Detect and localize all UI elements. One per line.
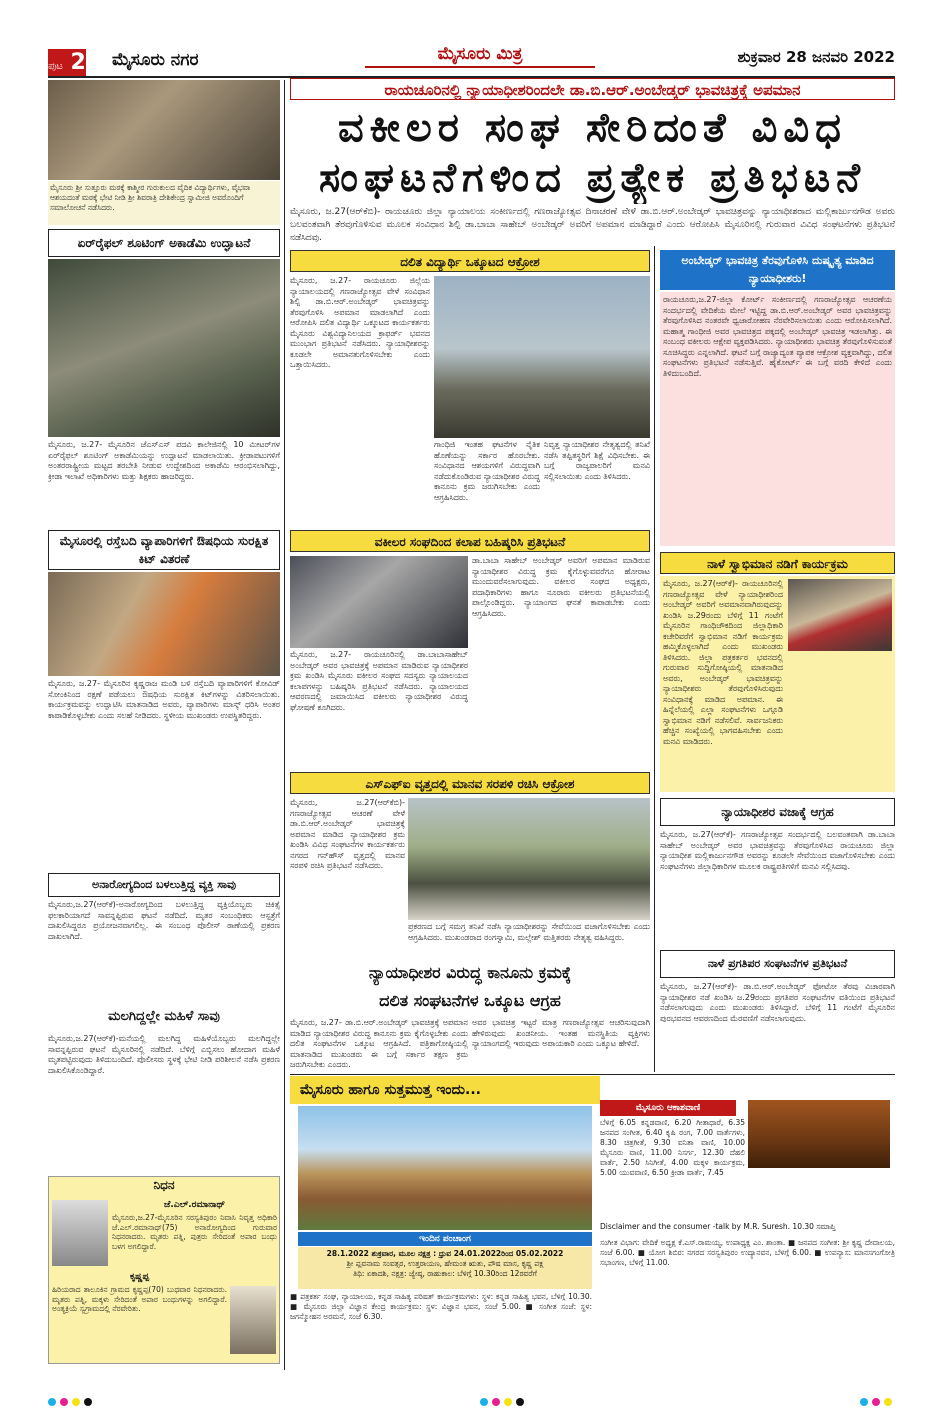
akashavani-headline: ಮೈಸೂರು ಆಕಾಶವಾಣಿ	[600, 1100, 736, 1116]
panchanga-box	[298, 1247, 592, 1289]
lawyers-text: ಮೈಸೂರು, ಜ.27- ರಾಯಚೂರಿನಲ್ಲಿ ಡಾ.ಬಾಬಾಸಾಹೇಬ್ ಅಂಬೇಡ್ಕರ್ ಅವರ ಭಾವಚಿತ್ರಕ್ಕೆ ಅಪಮಾನ ಮಾಡಿರುವ ನ್ಯಾಯಾಧೀಶರ ಕ್ರಮ ಖಂಡಿಸಿ ಮೈಸೂರು ವಕೀಲರ ಸಂಘದ ಸದಸ್ಯರು ನ್ಯಾಯಾಲಯದ ಕಲಾಪಗಳನ್ನು ಬಹಿಷ್ಕರಿಸಿ ಪ್ರತಿಭಟನೆ ನಡೆಸಿದರು. ನ್ಯಾಯಾಲಯದ ಆವರಣದಲ್ಲಿ ಜಮಾಯಿಸಿದ ವಕೀಲರು ನ್ಯಾಯಾಧೀಶರ ವಿರುದ್ಧ ಘೋಷಣೆ ಕೂಗಿದರು.	[290, 650, 468, 712]
lead-kicker: ರಾಯಚೂರಿನಲ್ಲಿ ನ್ಯಾಯಾಧೀಶರಿಂದಲೇ ಡಾ.ಬಿ.ಆರ್.ಅಂಬೇಡ್ಕರ್ ಭಾವಚಿತ್ರಕ್ಕೆ ಅಪಮಾನ	[290, 78, 895, 100]
print-dot-cyan	[480, 1398, 488, 1406]
page-number-badge	[48, 49, 86, 76]
obit1-text: ಮೈಸೂರು,ಜ.27-ಮೈಸೂರಿನ ಸರಸ್ವತಿಪುರಂ ನಿವಾಸಿ ನಿವೃತ್ತ ಅಧಿಕಾರಿ ಜೆ.ಎಲ್.ರಮಾನಾಥ್(75) ಅನಾರೋಗ್ಯದಿಂದ ಗುರುವಾರ ನಿಧನರಾದರು. ಮೃತರು ಪತ್ನಿ, ಪುತ್ರರು ಸೇರಿದಂತೆ ಅಪಾರ ಬಂಧು ಬಳಗ ಅಗಲಿದ್ದಾರೆ.	[112, 1213, 277, 1251]
print-dot-black	[516, 1398, 524, 1406]
judge-text: ರಾಯಚೂರು,ಜ.27-ಜಿಲ್ಲಾ ಕೋರ್ಟ್ ಸಂಕೀರ್ಣದಲ್ಲಿ ಗಣರಾಜ್ಯೋತ್ಸವ ಆಚರಣೆಯ ಸಂದರ್ಭದಲ್ಲಿ ವೇದಿಕೆಯ ಮೇಲೆ ಇಟ್ಟಿದ್ದ ಡಾ.ಬಿ.ಆರ್.ಅಂಬೇಡ್ಕರ್ ಅವರ ಭಾವಚಿತ್ರವನ್ನು ತೆರವುಗೊಳಿಸಿದ ನಂತರವೇ ಧ್ವಜಾರೋಹಣ ನೆರವೇರಿಸಲಾಯಿತು ಎಂದು ಆರೋಪಿಸಲಾಗಿದೆ. ಮಹಾತ್ಮ ಗಾಂಧೀಜಿ ಅವರ ಭಾವಚಿತ್ರದ ಪಕ್ಕದಲ್ಲಿ ಅಂಬೇಡ್ಕರ್ ಭಾವಚಿತ್ರ ಇಡಲಾಗಿತ್ತು. ಈ ಸಂಬಂಧ ವಕೀಲರು ಆಕ್ಷೇಪ ವ್ಯಕ್ತಪಡಿಸಿದರು. ನ್ಯಾಯಾಧೀಶರು ಭಾವಚಿತ್ರ ತೆರವುಗೊಳಿಸುವಂತೆ ಸೂಚಿಸಿದ್ದರು ಎನ್ನಲಾಗಿದೆ. ಘಟನೆ ಬಗ್ಗೆ ರಾಜ್ಯಾದ್ಯಂತ ವ್ಯಾಪಕ ಆಕ್ರೋಶ ವ್ಯಕ್ತವಾಗಿದ್ದು, ದಲಿತ ಸಂಘಟನೆಗಳು ಪ್ರತಿಭಟನೆ ನಡೆಸುತ್ತಿವೆ. ಹೈಕೋರ್ಟ್ ಈ ಬಗ್ಗೆ ವರದಿ ಕೇಳಿದೆ ಎಂದು ತಿಳಿದುಬಂದಿದೆ.	[663, 295, 892, 378]
dismiss-headline: ನ್ಯಾಯಾಧೀಶರ ವಜಾಕ್ಕೆ ಆಗ್ರಹ	[660, 798, 895, 826]
dalit-student-headline: ದಲಿತ ವಿದ್ಯಾರ್ಥಿ ಒಕ್ಕೂಟದ ಆಕ್ರೋಶ	[290, 250, 650, 272]
swabhimana-text: ಮೈಸೂರು, ಜ.27(ಆರ್‌ಕೆ)- ರಾಯಚೂರಿನಲ್ಲಿ ಗಣರಾಜ್ಯೋತ್ಸವ ವೇಳೆ ನ್ಯಾಯಾಧೀಶರಿಂದ ಅಂಬೇಡ್ಕರ್ ಅವರಿಗೆ ಅವಮಾನವಾಗಿರುವುದನ್ನು ಖಂಡಿಸಿ ಜ.29ರಂದು ಬೆಳಿಗ್ಗೆ 11 ಗಂಟೆಗೆ ಮೈಸೂರಿನ ಗಾಂಧಿಚೌಕದಿಂದ ಜಿಲ್ಲಾಧಿಕಾರಿ ಕಚೇರಿವರೆಗೆ ಸ್ವಾಭಿಮಾನ ನಡಿಗೆ ಕಾರ್ಯಕ್ರಮ ಹಮ್ಮಿಕೊಳ್ಳಲಾಗಿದೆ ಎಂದು ಮುಖಂಡರು ತಿಳಿಸಿದರು. ಜಿಲ್ಲಾ ಪತ್ರಕರ್ತರ ಭವನದಲ್ಲಿ ಗುರುವಾರ ಸುದ್ದಿಗೋಷ್ಠಿಯಲ್ಲಿ ಮಾತನಾಡಿದ ಅವರು, ಅಂಬೇಡ್ಕರ್ ಭಾವಚಿತ್ರವನ್ನು ನ್ಯಾಯಾಧೀಶರು ತೆರವುಗೊಳಿಸಿರುವುದು ಸಂವಿಧಾನಕ್ಕೆ ಮಾಡಿದ ಅಪಮಾನ. ಈ ಹಿನ್ನೆಲೆಯಲ್ಲಿ ಎಲ್ಲಾ ಸಂಘಟನೆಗಳು ಒಗ್ಗೂಡಿ ಸ್ವಾಭಿಮಾನ ನಡಿಗೆ ನಡೆಸಲಿವೆ. ಸಾರ್ವಜನಿಕರು ಹೆಚ್ಚಿನ ಸಂಖ್ಯೆಯಲ್ಲಿ ಭಾಗವಹಿಸಬೇಕು ಎಂದು ಮನವಿ ಮಾಡಿದರು.	[663, 579, 783, 746]
lead-headline-line2: ಸಂಘಟನೆಗಳಿಂದ ಪ್ರತ್ಯೇಕ ಪ್ರತಿಭಟನೆ	[319, 154, 866, 201]
print-dot-cyan	[48, 1398, 56, 1406]
photo-human-chain	[408, 798, 650, 920]
print-dot-cyan	[860, 1398, 868, 1406]
section-name: ಮೈಸೂರು ನಗರ	[112, 50, 199, 70]
photo-swamiji	[48, 80, 280, 180]
human-chain-text: ಮೈಸೂರು, ಜ.27(ಆರ್‌ಕೆಬಿ)- ಗಣರಾಜ್ಯೋತ್ಸವ ಆಚರಣೆ ವೇಳೆ ಡಾ.ಬಿ.ಆರ್.ಅಂಬೇಡ್ಕರ್ ಭಾವಚಿತ್ರಕ್ಕೆ ಅಪಮಾನ ಮಾಡಿದ ನ್ಯಾಯಾಧೀಶರ ಕ್ರಮ ಖಂಡಿಸಿ ವಿವಿಧ ಸಂಘಟನೆಗಳ ಕಾರ್ಯಕರ್ತರು ನಗರದ ಗನ್‌ಹೌಸ್ ವೃತ್ತದಲ್ಲಿ ಮಾನವ ಸರಪಳಿ ರಚಿಸಿ ಪ್ರತಿಭಟನೆ ನಡೆಸಿದರು.	[290, 798, 405, 870]
newspaper-brand: ಮೈಸೂರು ಮಿತ್ರ	[365, 44, 595, 68]
radio-icon	[748, 1100, 890, 1168]
human-chain-text2: ಪ್ರಕರಣದ ಬಗ್ಗೆ ಸಮಗ್ರ ತನಿಖೆ ನಡೆಸಿ ನ್ಯಾಯಾಧೀಶರನ್ನು ಸೇವೆಯಿಂದ ವಜಾಗೊಳಿಸಬೇಕು ಎಂದು ಆಗ್ರಹಿಸಿದರು. ಮುಖಂಡರಾದ ರಂಗಸ್ವಾಮಿ, ಮಲ್ಲೇಶ್ ಮತ್ತಿತರರು ನೇತೃತ್ವ ವಹಿಸಿದ್ದರು.	[408, 922, 650, 942]
dalit-unions-headline2: ದಲಿತ ಸಂಘಟನೆಗಳ ಒಕ್ಕೂಟ ಆಗ್ರಹ	[379, 991, 561, 1010]
print-dot-magenta	[492, 1398, 500, 1406]
dalit-student-text2: ಗಾಂಧಿಜಿ ಇಂತಹ ಘಟನೆಗಳ ನೈತಿಕ ಹೊಣೆಯನ್ನು ಸರ್ಕಾರ ಹೊರಬೇಕು. ಸಂವಿಧಾನದ ಆಶಯಗಳಿಗೆ ವಿರುದ್ಧವಾಗಿ ನಡೆದುಕೊಂಡಿರುವ ನ್ಯಾಯಾಧೀಶರ ವಿರುದ್ಧ ಕಾನೂನು ಕ್ರಮ ಜರುಗಿಸಬೇಕು ಎಂದು ಆಗ್ರಹಿಸಿದರು.	[434, 440, 540, 502]
obit1-name: ಜೆ.ಎಲ್.ರಮಾನಾಥ್	[163, 1200, 226, 1210]
obit2-photo	[230, 1286, 276, 1354]
story2-text: ಮೈಸೂರು, ಜ.27- ಮೈಸೂರಿನ ಕೃಷ್ಣರಾಜ ಮಂಡಿ ಬಳಿ ರಸ್ತೆಬದಿ ವ್ಯಾಪಾರಿಗಳಿಗೆ ಕೋವಿಡ್ ಸೋಂಕಿನಿಂದ ರಕ್ಷಣೆ ಪಡೆಯಲು ಔಷಧಿಯ ಸುರಕ್ಷಿತ ಕಿಟ್‌ಗಳನ್ನು ವಿತರಿಸಲಾಯಿತು. ಕಾರ್ಯಕ್ರಮವನ್ನು ಉದ್ಘಾಟಿಸಿ ಮಾತನಾಡಿದ ಅವರು, ವ್ಯಾಪಾರಿಗಳು ಮಾಸ್ಕ್ ಧರಿಸಿ ಅಂತರ ಕಾಪಾಡಿಕೊಳ್ಳಬೇಕು ಎಂದು ಸಲಹೆ ನೀಡಿದರು. ಸ್ಥಳೀಯ ಮುಖಂಡರು ಉಪಸ್ಥಿತರಿದ್ದರು.	[48, 679, 280, 720]
story3-headline: ಅನಾರೋಗ್ಯದಿಂದ ಬಳಲುತ್ತಿದ್ದ ವ್ಯಕ್ತಿ ಸಾವು	[48, 873, 280, 897]
story3-text: ಮೈಸೂರು,ಜ.27(ಆರ್‌ಕೆ)-ಅನಾರೋಗ್ಯದಿಂದ ಬಳಲುತ್ತಿದ್ದ ವ್ಯಕ್ತಿಯೊಬ್ಬರು ಚಿಕಿತ್ಸೆ ಫಲಕಾರಿಯಾಗದೆ ಸಾವನ್ನಪ್ಪಿರುವ ಘಟನೆ ನಡೆದಿದೆ. ಮೃತರ ಸಂಬಂಧಿಕರು ಆಸ್ಪತ್ರೆಗೆ ದಾಖಲಿಸಿದ್ದರೂ ಪ್ರಯೋಜನವಾಗಲಿಲ್ಲ. ಈ ಸಂಬಂಧ ಪೊಲೀಸ್ ಠಾಣೆಯಲ್ಲಿ ಪ್ರಕರಣ ದಾಖಲಾಗಿದೆ.	[48, 900, 280, 941]
page-label: ಪುಟ	[48, 61, 63, 72]
print-dot-yellow	[504, 1398, 512, 1406]
dalit-student-text3: ನಿವೃತ್ತ ನ್ಯಾಯಾಧೀಶರ ನೇತೃತ್ವದಲ್ಲಿ ತನಿಖೆ ನಡೆಸಿ ತಪ್ಪಿತಸ್ಥರಿಗೆ ಶಿಕ್ಷೆ ವಿಧಿಸಬೇಕು. ಈ ಬಗ್ಗೆ ರಾಜ್ಯಪಾಲರಿಗೆ ಮನವಿ ಸಲ್ಲಿಸಲಾಯಿತು ಎಂದು ತಿಳಿಸಿದರು.	[544, 440, 650, 481]
page-number: 2	[70, 50, 86, 75]
story2-headline: ಮೈಸೂರಲ್ಲಿ ರಸ್ತೆಬದಿ ವ್ಯಾಪಾರಿಗಳಿಗೆ ಔಷಧಿಯ ಸುರಕ್ಷಿತ ಕಿಟ್ ವಿತರಣೆ	[48, 530, 280, 570]
akashavani-text: ಬೆಳಿಗ್ಗೆ 6.05 ಕನ್ನಡವಾಣಿ, 6.20 ಗೀತಾಧಾರೆ, 6.35 ಜನಪದ ಸಂಗೀತ, 6.40 ಕೃಷಿ ರಂಗ, 7.00 ವಾರ್ತೆಗಳು, 8.30 ಚಿತ್ರಗೀತೆ, 9.30 ವನಿತಾ ವಾಣಿ, 10.00 ಮೈಸೂರು ವಾಣಿ, 11.00 ನಿಸರ್ಗ, 12.30 ದೆಹಲಿ ವಾರ್ತೆ, 2.50 ಸಿನಿಗೀತೆ, 4.00 ಮಕ್ಕಳ ಕಾರ್ಯಕ್ರಮ, 5.00 ಯುವವಾಣಿ, 6.50 ಕ್ರೀಡಾ ವಾರ್ತೆ, 7.45	[600, 1118, 745, 1177]
print-dot-yellow	[72, 1398, 80, 1406]
photo-ambedkar-statue-protest	[434, 276, 650, 438]
judge-story-box	[660, 292, 895, 546]
story1-text: ಮೈಸೂರು, ಜ.27- ಮೈಸೂರಿನ ಜೆಎಸ್‌ಎಸ್ ಪದವಿ ಕಾಲೇಜಿನಲ್ಲಿ 10 ಮೀಟರ್‌ಗಳ ಏರ್‌ರೈಫಲ್ ಶೂಟಿಂಗ್ ಅಕಾಡೆಮಿಯನ್ನು ಉದ್ಘಾಟನೆ ಮಾಡಲಾಯಿತು. ಕ್ರೀಡಾಪಟುಗಳಿಗೆ ಅಂತರರಾಷ್ಟ್ರೀಯ ಮಟ್ಟದ ತರಬೇತಿ ನೀಡುವ ಉದ್ದೇಶದಿಂದ ಅಕಾಡೆಮಿ ಆರಂಭಿಸಲಾಗಿದ್ದು, ಕ್ರೀಡಾ ಇಲಾಖೆ ಅಧಿಕಾರಿಗಳು ಮತ್ತು ಶಿಕ್ಷಕರು ಹಾಜರಿದ್ದರು.	[48, 440, 280, 481]
swabhimana-headline: ನಾಳೆ ಸ್ವಾಭಿಮಾನ ನಡಿಗೆ ಕಾರ್ಯಕ್ರಮ	[660, 552, 895, 574]
obit2-text: ಹಿರಿಯರಾದ ತಾಲೂಕಿನ ಗ್ರಾಮದ ಕೃಷ್ಣಪ್ಪ(70) ಬುಧವಾರ ನಿಧನರಾದರು. ಮೃತರು ಪತ್ನಿ, ಮಕ್ಕಳು ಸೇರಿದಂತೆ ಅಪಾರ ಬಂಧುಗಳನ್ನು ಅಗಲಿದ್ದಾರೆ. ಅಂತ್ಯಕ್ರಿಯೆ ಸ್ವಗ್ರಾಮದಲ್ಲಿ ನೆರವೇರಿತು.	[52, 1285, 227, 1313]
lead-intro: ಮೈಸೂರು, ಜ.27(ಆರ್‌ಕೆಬಿ)- ರಾಯಚೂರು ಜಿಲ್ಲಾ ನ್ಯಾಯಾಲಯ ಸಂಕೀರ್ಣದಲ್ಲಿ ಗಣರಾಜ್ಯೋತ್ಸವ ದಿನಾಚರಣೆ ವೇಳೆ ಡಾ.ಬಿ.ಆರ್.ಅಂಬೇಡ್ಕರ್ ಭಾವಚಿತ್ರವನ್ನು ನ್ಯಾಯಾಧೀಶರಾದ ಮಲ್ಲಿಕಾರ್ಜುನಗೌಡ ಅವರು ಬಲವಂತವಾಗಿ ತೆರವುಗೊಳಿಸುವ ಮೂಲಕ ಸಂವಿಧಾನ ಶಿಲ್ಪಿ ಡಾ.ಬಾಬಾ ಸಾಹೇಬ್ ಅಂಬೇಡ್ಕರ್ ಅವರಿಗೆ ಅಪಮಾನ ಮಾಡಿದ್ದಾರೆ ಎಂದು ಆರೋಪಿಸಿ ಮೈಸೂರಿನಲ್ಲಿ ಗುರುವಾರ ವಿವಿಧ ಸಂಘಟನೆಗಳು ಪ್ರತಿಭಟನೆ ನಡೆಸಿದವು.	[290, 207, 895, 243]
lead-headline-line1: ವಕೀಲರ ಸಂಘ ಸೇರಿದಂತೆ ವಿವಿಧ	[337, 104, 848, 151]
akashavani-english: Disclaimer and the consumer -talk by M.R. Suresh. 10.30 ಸಮಾಪ್ತಿ	[600, 1222, 836, 1231]
photo-press-meet	[788, 579, 892, 651]
judge-headline: ಅಂಬೇಡ್ಕರ್ ಭಾವಚಿತ್ರ ತೆರವುಗೊಳಿಸಿ ದುಷ್ಕೃತ್ಯ ಮಾಡಿದ ನ್ಯಾಯಾಧೀಶರು!	[660, 250, 895, 290]
panchanga-line2: ಶ್ರೀ ಪ್ಲವನಾಮ ಸಂವತ್ಸರ, ಉತ್ತರಾಯಣ, ಹೇಮಂತ ಋತು, ಪೌಷ ಮಾಸ, ಕೃಷ್ಣ ಪಕ್ಷ	[346, 1259, 544, 1268]
story4-headline: ಮಲಗಿದ್ದಲ್ಲೇ ಮಹಿಳೆ ಸಾವು	[48, 1005, 280, 1031]
human-chain-headline: ಎಸ್‌ಎಫ್‌ಐ ವೃತ್ತದಲ್ಲಿ ಮಾನವ ಸರಪಳಿ ರಚಿಸಿ ಆಕ್ರೋಶ	[290, 772, 650, 794]
story4-text: ಮೈಸೂರು,ಜ.27(ಆರ್‌ಕೆ)-ಮನೆಯಲ್ಲಿ ಮಲಗಿದ್ದ ಮಹಿಳೆಯೊಬ್ಬರು ಮಲಗಿದ್ದಲ್ಲೇ ಸಾವನ್ನಪ್ಪಿರುವ ಘಟನೆ ಮೈಸೂರಿನಲ್ಲಿ ನಡೆದಿದೆ. ಬೆಳಿಗ್ಗೆ ಎಬ್ಬಿಸಲು ಹೋದಾಗ ಮಹಿಳೆ ಮೃತಪಟ್ಟಿರುವುದು ತಿಳಿದುಬಂದಿದೆ. ಪೊಲೀಸರು ಸ್ಥಳಕ್ಕೆ ಭೇಟಿ ನೀಡಿ ಪರಿಶೀಲನೆ ನಡೆಸಿ ಪ್ರಕರಣ ದಾಖಲಿಸಿಕೊಂಡಿದ್ದಾರೆ.	[48, 1034, 280, 1075]
panchanga-line1: 28.1.2022 ಶುಕ್ರವಾರ, ಮೂಲ ನಕ್ಷತ್ರ : ಧ್ರುವ 24.01.2022ರಿಂದ 05.02.2022	[326, 1249, 564, 1258]
dismiss-text: ಮೈಸೂರು, ಜ.27(ಆರ್‌ಕೆ)- ಗಣರಾಜ್ಯೋತ್ಸವ ಸಂದರ್ಭದಲ್ಲಿ ಬಲವಂತವಾಗಿ ಡಾ.ಬಾಬಾ ಸಾಹೇಬ್ ಅಂಬೇಡ್ಕರ್ ಅವರ ಭಾವಚಿತ್ರವನ್ನು ತೆರವುಗೊಳಿಸಿದ ರಾಯಚೂರು ಜಿಲ್ಲಾ ನ್ಯಾಯಾಧೀಶ ಮಲ್ಲಿಕಾರ್ಜುನಗೌಡ ಅವರನ್ನು ಕೂಡಲೇ ಸೇವೆಯಿಂದ ವಜಾಗೊಳಿಸಬೇಕು ಎಂದು ಸಂಘಟನೆಗಳು ಜಿಲ್ಲಾಧಿಕಾರಿಗಳ ಮೂಲಕ ರಾಷ್ಟ್ರಪತಿಗಳಿಗೆ ಮನವಿ ಸಲ್ಲಿಸಿದವು.	[660, 830, 895, 871]
events-text: ■ ಪತ್ರಕರ್ತ ಸಂಘ, ನ್ಯಾಯಾಲಯ, ಕನ್ನಡ ಸಾಹಿತ್ಯ ಪರಿಷತ್ ಕಾರ್ಯಕ್ರಮಗಳು: ಸ್ಥಳ: ಕನ್ನಡ ಸಾಹಿತ್ಯ ಭವನ, ಬೆಳಿಗ್ಗೆ 10.30. ■ ಮೈಸೂರು ಜಿಲ್ಲಾ ವಿಜ್ಞಾನ ಕೇಂದ್ರ ಕಾರ್ಯಕ್ರಮ: ಸ್ಥಳ: ವಿಜ್ಞಾನ ಭವನ, ಸಂಜೆ 5.00. ■ ಸಂಗೀತ ಸಂಜೆ: ಸ್ಥಳ: ಜಗನ್ಮೋಹನ ಅರಮನೆ, ಸಂಜೆ 6.30.	[290, 1292, 592, 1321]
lawyers-text2: ಡಾ.ಬಾಬಾ ಸಾಹೇಬ್ ಅಂಬೇಡ್ಕರ್ ಅವರಿಗೆ ಅಪಮಾನ ಮಾಡಿರುವ ನ್ಯಾಯಾಧೀಶರ ವಿರುದ್ಧ ಕ್ರಮ ಕೈಗೊಳ್ಳುವವರೆಗೂ ಹೋರಾಟ ಮುಂದುವರೆಸಲಾಗುವುದು. ವಕೀಲರ ಸಂಘದ ಅಧ್ಯಕ್ಷರು, ಪದಾಧಿಕಾರಿಗಳು ಹಾಗೂ ನೂರಾರು ವಕೀಲರು ಪ್ರತಿಭಟನೆಯಲ್ಲಿ ಪಾಲ್ಗೊಂಡಿದ್ದರು. ನ್ಯಾಯಾಂಗದ ಘನತೆ ಕಾಪಾಡಬೇಕು ಎಂದು ಆಗ್ರಹಿಸಿದರು.	[472, 556, 650, 618]
print-dot-magenta	[60, 1398, 68, 1406]
obit2-name: ಕೃಷ್ಣಪ್ಪ	[130, 1272, 149, 1282]
radio-note-text: ಸಂಗೀತ ವಿಭಾಗ: ವೇದಿಕೆ ಅಧ್ಯಕ್ಷ ಕೆ.ಎಸ್.ರಾಮಯ್ಯ, ಉಪಾಧ್ಯಕ್ಷ ಎಂ. ಶಾಂತಾ. ■ ಜನಪದ ಸಂಗೀತ: ಶ್ರೀ ಕೃಷ್ಣ ದೇವಾಲಯ, ಸಂಜೆ 6.00. ■ ಯೋಗ ಶಿಬಿರ: ನಗರದ ಸರಸ್ವತಿಪುರಂ ಉದ್ಯಾನವನ, ಬೆಳಿಗ್ಗೆ 6.00. ■ ಉಪನ್ಯಾಸ: ಮಾನಸಗಂಗೋತ್ರಿ ಸಭಾಂಗಣ, ಬೆಳಿಗ್ಗೆ 11.00.	[600, 1238, 895, 1267]
panchanga-line3: ತಿಥಿ: ಏಕಾದಶಿ, ನಕ್ಷತ್ರ: ಜ್ಯೇಷ್ಠ, ರಾಹುಕಾಲ: ಬೆಳಿಗ್ಗೆ 10.30ರಿಂದ 12ರವರೆಗೆ	[353, 1269, 537, 1278]
swabhimana-box	[660, 576, 895, 792]
protest-headline: ನಾಳೆ ಪ್ರಗತಿಪರ ಸಂಘಟನೆಗಳ ಪ್ರತಿಭಟನೆ	[660, 950, 895, 978]
lawyers-headline: ವಕೀಲರ ಸಂಘದಿಂದ ಕಲಾಪ ಬಹಿಷ್ಕರಿಸಿ ಪ್ರತಿಭಟನೆ	[290, 530, 650, 552]
photo-mysore-palace	[298, 1106, 592, 1230]
print-dot-black	[84, 1398, 92, 1406]
protest-text: ಮೈಸೂರು, ಜ.27(ಆರ್‌ಕೆ)- ಡಾ.ಬಿ.ಆರ್.ಅಂಬೇಡ್ಕರ್ ಫೋಟೋ ತೆರವು ವಿಚಾರವಾಗಿ ನ್ಯಾಯಾಧೀಶರ ನಡೆ ಖಂಡಿಸಿ ಜ.29ರಂದು ಪ್ರಗತಿಪರ ಸಂಘಟನೆಗಳ ವತಿಯಿಂದ ಪ್ರತಿಭಟನೆ ನಡೆಸಲಾಗುವುದು ಎಂದು ಮುಖಂಡರು ತಿಳಿಸಿದ್ದಾರೆ. ಬೆಳಿಗ್ಗೆ 11 ಗಂಟೆಗೆ ಮೈಸೂರಿನ ಪುರಭವನದ ಆವರಣದಿಂದ ಮೆರವಣಿಗೆ ನಡೆಸಲಾಗುವುದು.	[660, 982, 895, 1023]
obit1-photo	[52, 1200, 108, 1266]
dalit-unions-text: ಮೈಸೂರು, ಜ.27- ಡಾ.ಬಿ.ಆರ್.ಅಂಬೇಡ್ಕರ್ ಭಾವಚಿತ್ರಕ್ಕೆ ಅಪಮಾನ ಮಾಡಿದ ನ್ಯಾಯಾಧೀಶರ ವಿರುದ್ಧ ಕಾನೂನು ಕ್ರಮ ಕೈಗೊಳ್ಳಬೇಕು ಎಂದು ದಲಿತ ಸಂಘಟನೆಗಳ ಒಕ್ಕೂಟ ಆಗ್ರಹಿಸಿದೆ. ಪತ್ರಿಕಾಗೋಷ್ಠಿಯಲ್ಲಿ ಮಾತನಾಡಿದ ಮುಖಂಡರು ಈ ಬಗ್ಗೆ ಸರ್ಕಾರ ತಕ್ಷಣ ಕ್ರಮ ಜರುಗಿಸಬೇಕು ಎಂದರು.	[290, 1018, 468, 1069]
dalit-unions-headline1: ನ್ಯಾಯಾಧೀಶರ ವಿರುದ್ಧ ಕಾನೂನು ಕ್ರಮಕ್ಕೆ	[368, 963, 572, 982]
dalit-student-text: ಮೈಸೂರು, ಜ.27- ರಾಯಚೂರು ಜಿಲ್ಲೆಯ ನ್ಯಾಯಾಲಯದಲ್ಲಿ ಗಣರಾಜ್ಯೋತ್ಸವ ವೇಳೆ ಸಂವಿಧಾನ ಶಿಲ್ಪಿ ಡಾ.ಬಿ.ಆರ್.ಅಂಬೇಡ್ಕರ್ ಭಾವಚಿತ್ರವನ್ನು ತೆರವುಗೊಳಿಸಿ ಅಪಮಾನ ಮಾಡಲಾಗಿದೆ ಎಂದು ಆರೋಪಿಸಿ ದಲಿತ ವಿದ್ಯಾರ್ಥಿ ಒಕ್ಕೂಟದ ಕಾರ್ಯಕರ್ತರು ಮೈಸೂರು ವಿಶ್ವವಿದ್ಯಾನಿಲಯದ ಕ್ರಾಫರ್ಡ್ ಭವನದ ಮುಂಭಾಗ ಪ್ರತಿಭಟನೆ ನಡೆಸಿದರು. ನ್ಯಾಯಾಧೀಶರನ್ನು ಕೂಡಲೇ ಅಮಾನತುಗೊಳಿಸಬೇಕು ಎಂದು ಒತ್ತಾಯಿಸಿದರು.	[290, 276, 430, 369]
photo1-caption: ಮೈಸೂರು ಶ್ರೀ ಸುತ್ತೂರು ಮಠಕ್ಕೆ ಕಾಶ್ಮೀರ ಗುರುಕುಲದ ವೈದಿಕ ವಿದ್ಯಾರ್ಥಿಗಳು, ವೈಭವಾ ಆಶಯದಂತೆ ಮಠಕ್ಕೆ ಭೇಟಿ ನೀಡಿ ಶ್ರೀ ಶಿವರಾತ್ರಿ ದೇಶಿಕೇಂದ್ರ ಸ್ವಾಮೀಜಿ ಅವರೊಂದಿಗೆ ಸಮಾಲೋಚನೆ ನಡೆಸಿದರು.	[48, 181, 280, 225]
today-banner: ಮೈಸೂರು ಹಾಗೂ ಸುತ್ತಮುತ್ತ ಇಂದು...	[290, 1076, 600, 1104]
photo-shooting-academy	[48, 259, 280, 437]
dalit-unions-text2: ಅವರ ಭಾವಚಿತ್ರ ಇಟ್ಟರೆ ಮಾತ್ರ ಗಣರಾಜ್ಯೋತ್ಸವ ಆಚರಿಸುವುದಾಗಿ ಹೇಳಿರುವುದು ಖಂಡನೀಯ. ಇಂತಹ ಮನಸ್ಥಿತಿಯ ವ್ಯಕ್ತಿಗಳು ನ್ಯಾಯಾಂಗದಲ್ಲಿ ಇರುವುದು ಅಪಾಯಕಾರಿ ಎಂದು ಒಕ್ಕೂಟ ಹೇಳಿದೆ.	[472, 1018, 650, 1048]
print-dot-yellow	[884, 1398, 892, 1406]
photo-kit-distribution	[48, 572, 280, 676]
photo-lawyers-protest	[290, 556, 468, 648]
obituary-heading: ನಿಧನ	[153, 1178, 175, 1192]
dateline: ಶುಕ್ರವಾರ 28 ಜನವರಿ 2022	[737, 48, 895, 66]
story1-headline: ಏರ್‌ರೈಫಲ್ ಶೂಟಿಂಗ್ ಅಕಾಡೆಮಿ ಉದ್ಘಾಟನೆ	[48, 229, 280, 257]
panchanga-headline: ಇಂದಿನ ಪಂಚಾಂಗ	[298, 1232, 592, 1246]
print-dot-magenta	[872, 1398, 880, 1406]
